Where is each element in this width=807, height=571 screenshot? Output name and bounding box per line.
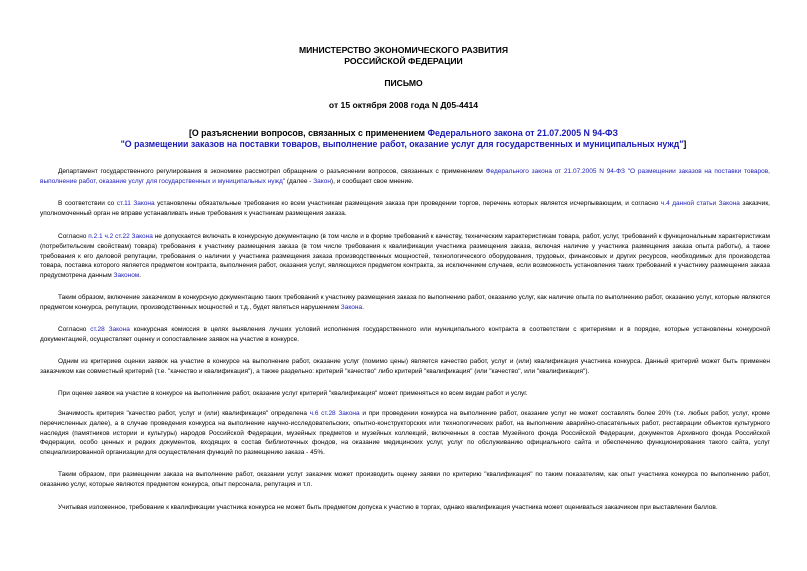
text: установлены обязательные требования ко всем участникам размещения заказа при проведении торгов, перечень которых является исчерпывающим, и согласно bbox=[154, 200, 661, 207]
text: Таким образом, включение заказчиком в конкурсную документацию таких требований к участнику размещения заказа по выполнению работ, оказанию услуг, как наличие опыта по выполнению работ, оказанию услуг, которые являются предметом конкурса, репутации, производственных мощностей и т.д., будет являться нарушением bbox=[40, 294, 770, 311]
text: ), и сообщает свое мнение. bbox=[330, 177, 414, 185]
text: Согласно bbox=[58, 326, 91, 333]
text: (далее - bbox=[285, 177, 314, 185]
paragraph-6 bbox=[40, 357, 770, 377]
title-open: [О разъяснении вопросов, связанных с применением bbox=[188, 128, 428, 138]
text: В соответствии со bbox=[58, 200, 117, 207]
text: Учитывая изложенное, требование к квалификации участника конкурса не может быть предметом допуска к участию в торгах, однако квалификация участника может оцениваться заказчиком при выставлении баллов. bbox=[58, 504, 718, 511]
paragraph-8 bbox=[40, 409, 770, 458]
paragraph-7 bbox=[40, 389, 770, 399]
document-type: ПИСЬМО bbox=[384, 78, 423, 88]
text: . bbox=[362, 303, 364, 311]
document-title bbox=[60, 128, 747, 150]
law-link[interactable]: Федерального закона от 21.07.2005 N 94-ФЗ bbox=[427, 128, 619, 138]
paragraph-5 bbox=[40, 325, 770, 345]
paragraph-4 bbox=[40, 293, 770, 313]
title-close: ] bbox=[683, 139, 687, 149]
text: Согласно bbox=[58, 233, 89, 240]
text: Таким образом, при размещении заказа на выполнение работ, оказании услуг заказчик может производить оценку заявки по критерию "квалификация" по таким показателям, как опыт участника конкурса по выполнению работ, оказанию услуг, которые являются предметом конкурса, опыт персонала, репутация и т.п. bbox=[40, 471, 770, 488]
paragraph-10 bbox=[40, 503, 770, 513]
text: . bbox=[139, 272, 142, 280]
law-link[interactable]: Законом bbox=[113, 272, 140, 280]
text: Департамент государственного регулирования в экономике рассмотрел обращение о разъяснении вопросов, связанных с применением bbox=[58, 168, 486, 175]
ministry-name-line1: МИНИСТЕРСТВО ЭКОНОМИЧЕСКОГО РАЗВИТИЯ bbox=[298, 45, 509, 55]
paragraph-9 bbox=[40, 470, 770, 490]
law-name-link[interactable]: "О размещении заказов на поставки товаров, выполнение работ, оказание услуг для государственных и муниципальных нужд" bbox=[120, 139, 684, 149]
article-link[interactable]: п.2.1 ч.2 ст.22 Закона bbox=[88, 233, 153, 240]
law-link[interactable]: Закон bbox=[313, 177, 331, 185]
law-link[interactable]: Закона bbox=[340, 303, 363, 311]
document-date-number: от 15 октября 2008 года N Д05-4414 bbox=[328, 100, 479, 110]
article-link[interactable]: ст.11 Закона bbox=[116, 200, 155, 207]
text: Одним из критериев оценки заявок на участие в конкурсе на выполнение работ, оказание услуг (помимо цены) является качество работ, услуг и (или) квалификация участника конкурса. Данный критерий может быть применен заказчиком как совместный критерий (т.е. "качество и квалификация"), а также раздельно: критерий "качество" либо критерий "квалификация" (или "качество", или "квалификация"). bbox=[40, 358, 770, 375]
paragraph-2 bbox=[40, 199, 770, 219]
text: не допускается включать в конкурсную документацию (в том числе и в форме требований к качеству, техническим характеристикам товара, работ, услуг, требований к функциональным характеристикам (потребительским свойствам) товара) требования к участнику размещения заказа (в том числе требования к квалификации участника размещения заказа, включая наличие у участника размещения заказа опыта работы), а также требования к его деловой репутации, требования о наличии у участника размещения заказа производственных мощностей, технологического оборудования, трудовых, финансовых и других ресурсов, необходимых для производства товара, поставка которого является предметом контракта, выполнения работ, оказания услуг, являющихся предметом контракта, за исключением случаев, если возможность установления таких требований к участнику размещения заказа предусмотрена данным bbox=[40, 233, 770, 280]
text: заказчик, уполномоченный орган не вправе устанавливать иные требования к участникам размещения заказа. bbox=[40, 200, 770, 217]
article-link[interactable]: ч.6 ст.28 Закона bbox=[309, 410, 360, 417]
text: и при проведении конкурса на выполнение работ, оказание услуг не может составлять более 20% (т.е. любых работ, услуг, кроме перечисленных далее), а в случае проведения конкурса на выполнение научно-исследовательских, опытно-конструкторских или технологических работ, на выполнение аварийно-спасательных работ, реставрации объектов культурного наследия (памятников истории и культуры) народов Российской Федерации, музейных предметов и музейных коллекций, включенных в состав Музейного фонда Российской Федерации, документов Архивного фонда Российской Федерации, особо ценных и редких документов, входящих в состав библиотечных фондов, на оказание медицинских услуг, услуг по обслуживанию официального сайта и обеспечению функционирования такого сайта, услуг специализированной организации для осуществления функций по размещению заказа - 45%. bbox=[40, 410, 770, 457]
text: конкурсная комиссия в целях выявления лучших условий исполнения государственного или муниципального контракта в соответствии с критериями и в порядке, которые установлены конкурсной документацией, осуществляет оценку и сопоставление заявок на участие в конкурсе. bbox=[40, 326, 770, 343]
article-link[interactable]: ч.4 данной статьи Закона bbox=[660, 200, 740, 207]
law-link[interactable]: Федерального закона от 21.07.2005 N 94-ФЗ "О размещении заказов на поставки товаров, выполнение работ, оказание услуг для государственных и муниципальных нужд" bbox=[40, 168, 770, 185]
text: При оценке заявок на участие в конкурсе на выполнение работ, оказание услуг критерий "квалификация" может применяться ко всем видам работ и услуг. bbox=[58, 390, 528, 397]
paragraph-1 bbox=[40, 167, 770, 187]
ministry-name-line2: РОССИЙСКОЙ ФЕДЕРАЦИИ bbox=[344, 56, 463, 66]
article-link[interactable]: ст.28 Закона bbox=[90, 326, 130, 333]
paragraph-3 bbox=[40, 232, 770, 281]
text: Значимость критерия "качество работ, услуг и (или) квалификация" определена bbox=[58, 410, 310, 417]
